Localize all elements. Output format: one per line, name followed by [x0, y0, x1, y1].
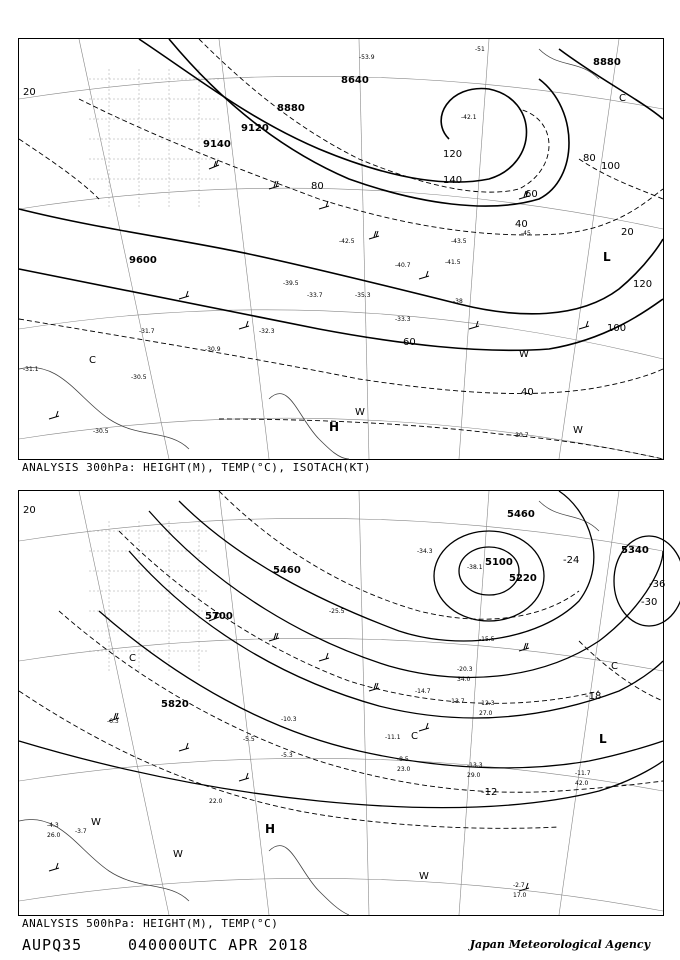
temp-label: -14.7: [415, 688, 431, 695]
cold-symbol: C: [619, 93, 626, 104]
cold-symbol: C: [129, 653, 136, 664]
height-label: 8880: [277, 103, 305, 114]
isotach-label: 120: [633, 279, 653, 290]
temp-label: -15.5: [479, 636, 495, 643]
coastline: [19, 49, 599, 459]
temp-label: -8.5: [397, 756, 409, 763]
temp-label: -4.3: [47, 822, 59, 829]
cold-symbol: C: [89, 355, 96, 366]
height-label: 9600: [129, 255, 157, 266]
temp-label: -40.7: [395, 262, 411, 269]
isotach-label: 80: [311, 181, 324, 192]
high-symbol: H: [265, 822, 276, 836]
temp-label: -11.1: [385, 734, 401, 741]
temp-label: -13.7: [449, 698, 465, 705]
cold-symbol: C: [411, 731, 418, 742]
temp-label: -5.3: [281, 752, 293, 759]
isotach-label: 40: [515, 219, 528, 230]
height-label: 5100: [485, 557, 513, 568]
temp-label: -33.3: [395, 316, 411, 323]
temp-label: -41.5: [445, 259, 461, 266]
isotherm-label: 20: [23, 505, 36, 516]
temp-label: -33.7: [307, 292, 323, 299]
temp-label: -13.3: [467, 762, 483, 769]
high-symbol: H: [329, 420, 340, 434]
low-symbol: L: [603, 250, 611, 264]
agency-name: Japan Meteorological Agency: [469, 938, 650, 951]
hatch-area: [89, 521, 209, 671]
warm-symbol: W: [91, 817, 101, 828]
isotherm-lines: [19, 491, 666, 828]
isotherm-labels: [23, 505, 665, 798]
warm-symbol: W: [573, 425, 583, 436]
isotherm-label: -30: [641, 597, 658, 608]
temp-label: -31.7: [139, 328, 155, 335]
height-label: 5820: [161, 699, 189, 710]
height-label: 5460: [507, 509, 535, 520]
valid-time: 040000UTC APR 2018: [128, 936, 309, 954]
temp-label: -35.3: [355, 292, 371, 299]
height-label: 5340: [621, 545, 649, 556]
warm-symbol: W: [519, 349, 529, 360]
temp-label: -2.7: [513, 882, 525, 889]
dewpoint-labels: [47, 676, 589, 899]
cold-symbol: C: [611, 661, 618, 672]
dewpoint-label: 26.0: [47, 832, 61, 839]
isotach-label: 80: [583, 153, 596, 164]
height-label: 8640: [341, 75, 369, 86]
dewpoint-label: 27.0: [479, 710, 493, 717]
hatch-area: [89, 69, 219, 209]
isotherm-label: -36: [649, 579, 666, 590]
height-label: 9120: [241, 123, 269, 134]
temp-label: -30.7: [513, 432, 529, 439]
temp-label: -39.5: [283, 280, 299, 287]
bulletin-id: AUPQ35: [22, 936, 83, 954]
height-label: 5700: [205, 611, 233, 622]
temp-label: -51: [475, 46, 485, 53]
warm-symbol: W: [419, 871, 429, 882]
height-labels: [161, 509, 649, 710]
temp-label: -12.3: [479, 700, 495, 707]
dewpoint-label: 42.0: [575, 780, 589, 787]
dewpoint-label: 34.0: [457, 676, 471, 683]
isotherm-label: -24: [563, 555, 580, 566]
isotach-label: 60: [403, 337, 416, 348]
temp-label: -11.7: [575, 770, 591, 777]
map-300hpa: [18, 38, 664, 460]
warm-symbol: W: [355, 407, 365, 418]
isotherm-label: -18: [585, 691, 602, 702]
isotach-label: 100: [607, 323, 627, 334]
temp-label: -34.3: [417, 548, 433, 555]
temp-label: -31.1: [23, 366, 39, 373]
dewpoint-label: 29.0: [467, 772, 481, 779]
temp-label: -25.5: [329, 608, 345, 615]
isotach-label: 60: [525, 189, 538, 200]
temp-label: -6.3: [107, 718, 119, 725]
isotach-labels: [23, 87, 652, 398]
graticule: [19, 39, 663, 459]
temp-label: -42.1: [461, 114, 477, 121]
isotach-lines: [19, 39, 663, 459]
isotach-label: 20: [621, 227, 634, 238]
height-label: 5460: [273, 565, 301, 576]
temp-label: -30.5: [131, 374, 147, 381]
height-label: 5220: [509, 573, 537, 584]
temp-label: -45: [521, 230, 531, 237]
temp-label: -32.3: [259, 328, 275, 335]
height-label: 9140: [203, 139, 231, 150]
temp-label: -38.1: [467, 564, 483, 571]
temp-label: -42.5: [339, 238, 355, 245]
temp-label: -5.5: [243, 736, 255, 743]
temperature-labels: [47, 548, 591, 889]
temp-label: -30.5: [93, 428, 109, 435]
temp-label: -38: [453, 298, 463, 305]
caption-500hpa: ANALYSIS 500hPa: HEIGHT(M), TEMP(°C): [22, 917, 279, 930]
temp-label: -3.7: [75, 828, 87, 835]
low-symbol: L: [599, 732, 607, 746]
isotach-label: 40: [521, 387, 534, 398]
temp-label: -43.5: [451, 238, 467, 245]
isotach-label: 140: [443, 175, 463, 186]
chart-500hpa: [19, 491, 666, 915]
isotach-label: 20: [23, 87, 36, 98]
temp-label: -20.3: [457, 666, 473, 673]
dewpoint-label: 23.0: [397, 766, 411, 773]
isotach-label: 120: [443, 149, 463, 160]
temp-label: -53.9: [359, 54, 375, 61]
isotach-label: 100: [601, 161, 621, 172]
map-500hpa: [18, 490, 664, 916]
dewpoint-label: 22.0: [209, 798, 223, 805]
chart-300hpa: [19, 39, 663, 459]
isotherm-label: -12: [481, 787, 498, 798]
dewpoint-label: 17.0: [513, 892, 527, 899]
warm-symbol: W: [173, 849, 183, 860]
caption-300hpa: ANALYSIS 300hPa: HEIGHT(M), TEMP(°C), ISOTACH(KT): [22, 461, 372, 474]
temp-label: -10.3: [281, 716, 297, 723]
system-symbols: [89, 93, 626, 436]
temp-label: -30.9: [205, 346, 221, 353]
height-label: 8880: [593, 57, 621, 68]
